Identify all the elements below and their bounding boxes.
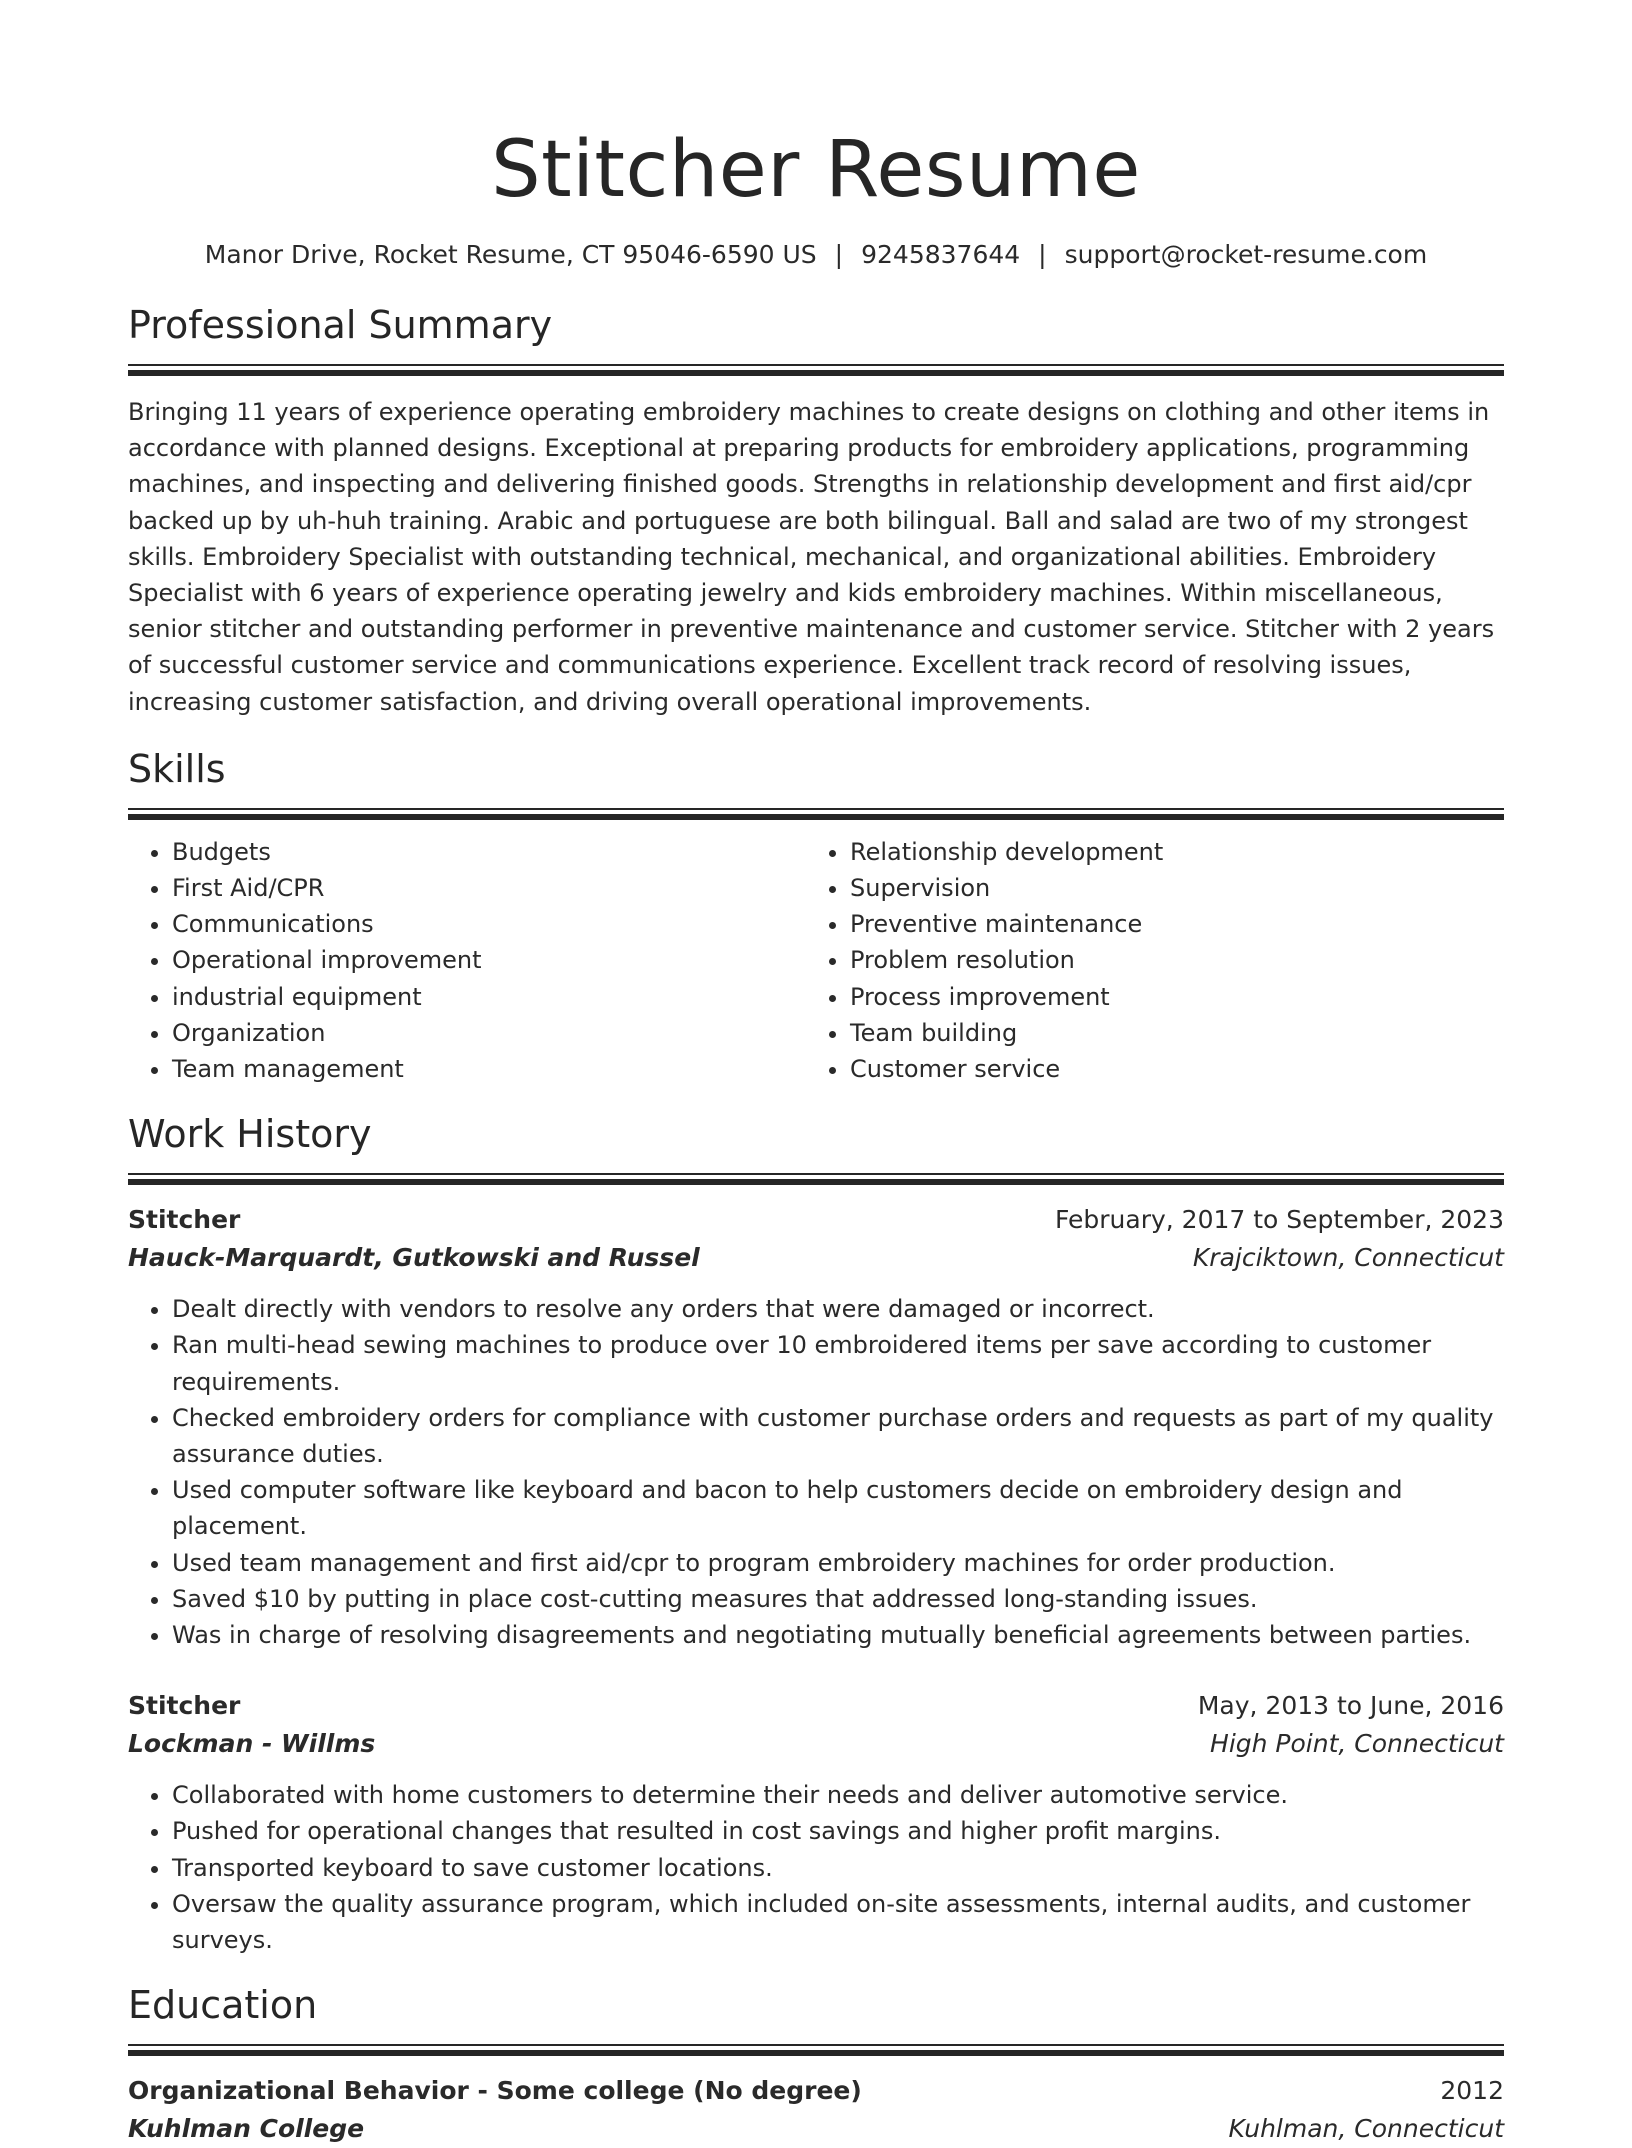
skill-item: • Process improvement [850,979,1484,1015]
job-entry [128,1687,1504,1958]
job-bullet: • Saved $10 by putting in place cost-cutting measures that addressed long-standing issues. [172,1581,1504,1617]
job-dates: February, 2017 to September, 2023 [1055,1205,1504,1235]
section-title-work: Work History [128,1112,372,1157]
resume-page [128,0,1504,2148]
section-divider [128,808,1504,820]
skill-item: • Communications [172,906,806,942]
job-location: Krajciktown, Connecticut [1192,1243,1504,1273]
skill-item: • First Aid/CPR [172,870,806,906]
school-name: Kuhlman College [128,2114,365,2144]
email: support@rocket-resume.com [1064,240,1428,269]
job-header [128,1687,1504,1725]
education-subheader [128,2110,1504,2148]
school-location: Kuhlman, Connecticut [1228,2114,1504,2144]
skill-item: • Operational improvement [172,942,806,978]
job-bullet: • Transported keyboard to save customer locations. [172,1850,1504,1886]
education-entry [128,2072,1504,2148]
skill-item: • Problem resolution [850,942,1484,978]
job-bullet: • Was in charge of resolving disagreements and negotiating mutually beneficial agreements between parties. [172,1617,1504,1653]
skill-item: • Organization [172,1015,806,1051]
job-bullet: • Used computer software like keyboard and bacon to help customers decide on embroidery design and placement. [172,1472,1504,1544]
address: Manor Drive, Rocket Resume, CT 95046-6590 US [204,240,817,269]
skill-item: • Team building [850,1015,1484,1051]
degree: Organizational Behavior - Some college (No degree) [128,2076,862,2106]
job-bullets [128,1291,1504,1653]
skills-columns [128,834,1504,1087]
job-subheader [128,1239,1504,1277]
contact-line [128,238,1504,272]
job-entry [128,1201,1504,1653]
separator: | [1038,240,1047,269]
skill-item: • industrial equipment [172,979,806,1015]
education-section [128,1980,1504,2148]
company-name: Lockman - Willms [128,1729,376,1759]
summary-section [128,300,1504,720]
job-bullet: • Pushed for operational changes that resulted in cost savings and higher profit margins. [172,1813,1504,1849]
section-title-skills: Skills [128,746,226,791]
job-bullet: • Ran multi-head sewing machines to produce over 10 embroidered items per save according to customer requirements. [172,1327,1504,1399]
job-bullet: • Checked embroidery orders for compliance with customer purchase orders and requests as part of my quality assurance duties. [172,1400,1504,1472]
section-divider [128,364,1504,376]
section-divider [128,2044,1504,2056]
skill-item: • Budgets [172,834,806,870]
skills-section [128,744,1504,1087]
job-dates: May, 2013 to June, 2016 [1197,1691,1504,1721]
education-header [128,2072,1504,2110]
phone: 9245837644 [861,240,1021,269]
job-header [128,1201,1504,1239]
skill-item: • Relationship development [850,834,1484,870]
graduation-year: 2012 [1440,2076,1504,2106]
resume-title: Stitcher Resume [491,125,1141,215]
skill-item: • Customer service [850,1051,1484,1087]
skill-item: • Preventive maintenance [850,906,1484,942]
job-bullet: • Used team management and first aid/cpr to program embroidery machines for order production. [172,1545,1504,1581]
skill-item: • Team management [172,1051,806,1087]
summary-text: Bringing 11 years of experience operating embroidery machines to create designs on clothing and other items in accordance with planned designs. Exceptional at preparing products for embroidery applications, programming machines, and inspecting and delivering finished goods. Strengths in relationship development and first aid/cpr backed up by uh-huh training. Arabic and portuguese are both bilingual. Ball and salad are two of my strongest skills. Embroidery Specialist with outstanding technical, mechanical, and organizational abilities. Embroidery Specialist with 6 years of experience operating jewelry and kids embroidery machines. Within miscellaneous, senior stitcher and outstanding performer in preventive maintenance and customer service. Stitcher with 2 years of successful customer service and communications experience. Excellent track record of resolving issues, increasing customer satisfaction, and driving overall operational improvements. [128,398,1495,716]
job-bullet: • Oversaw the quality assurance program, which included on-site assessments, internal audits, and customer surveys. [172,1886,1504,1958]
company-name: Hauck-Marquardt, Gutkowski and Russel [128,1243,700,1273]
work-history-section [128,1109,1504,1958]
job-bullet: • Collaborated with home customers to determine their needs and deliver automotive service. [172,1777,1504,1813]
separator: | [834,240,844,269]
job-bullet: • Dealt directly with vendors to resolve any orders that were damaged or incorrect. [172,1291,1504,1327]
job-title: Stitcher [128,1205,241,1235]
section-divider [128,1173,1504,1185]
job-subheader [128,1725,1504,1763]
skills-list-left [128,834,806,1087]
section-title-education: Education [128,1983,318,2028]
skill-item: • Supervision [850,870,1484,906]
job-title: Stitcher [128,1691,241,1721]
job-location: High Point, Connecticut [1210,1729,1504,1759]
skills-list-right [806,834,1484,1087]
job-bullets [128,1777,1504,1958]
section-title-summary: Professional Summary [128,303,553,347]
